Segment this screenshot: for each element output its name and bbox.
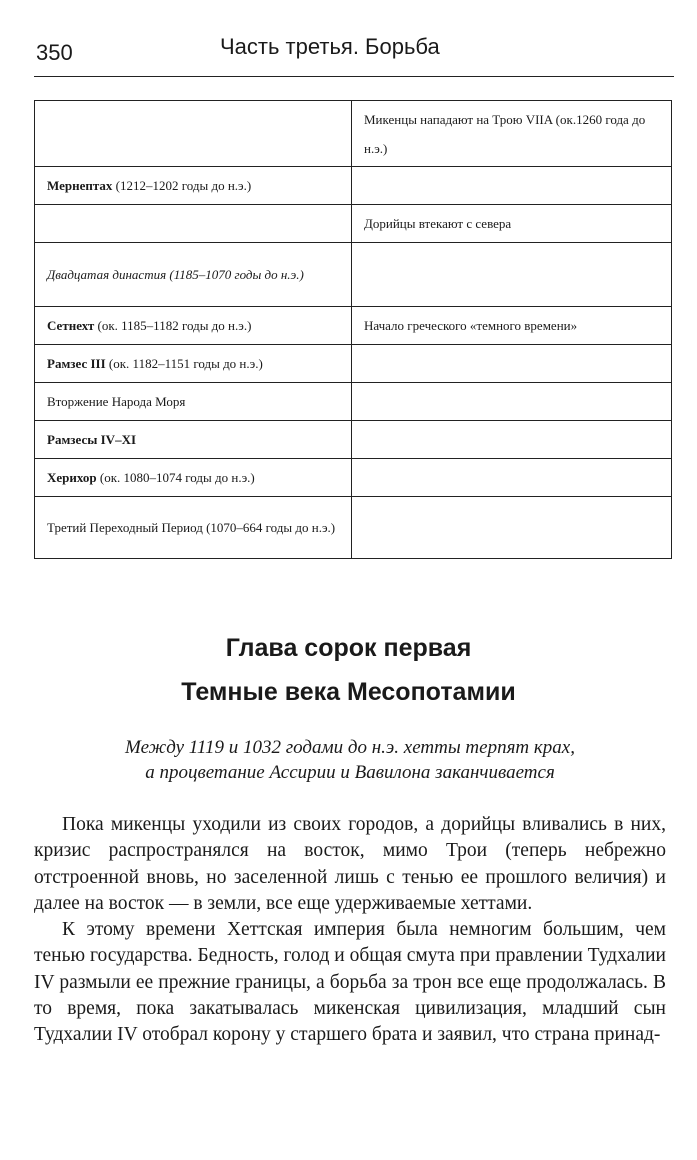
table-cell: Начало греческого «темного времени» [352, 307, 672, 345]
running-header [34, 30, 674, 77]
table-row [35, 205, 672, 243]
table-cell [352, 167, 672, 205]
chapter-number: Глава сорок первая [225, 634, 472, 662]
table-row [35, 459, 672, 497]
paragraph: К этому времени Хеттская империя была немногим большим, чем тенью государства. Бедность, голод и общая смута при правлении Тудхалии IV размыли ее прежние границы, а борьба за трон все еще продолжалась. В то время, пока закатывалась микенская цивилизация, младший сын Тудхалии IV отобрал корону у старшего брата и заявил, что страна принад- [34, 919, 666, 1046]
table-cell: Херихор (ок. 1080–1074 годы до н.э.) [35, 459, 352, 497]
table-row [35, 307, 672, 345]
table-cell: Сетнехт (ок. 1185–1182 годы до н.э.) [35, 307, 352, 345]
table-cell: Двадцатая династия (1185–1070 годы до н.э.) [35, 243, 352, 307]
ruler-name: Мернептах [47, 178, 116, 193]
table-cell [35, 205, 352, 243]
page-number: 350 [36, 40, 73, 65]
table-cell: Рамзес III (ок. 1182–1151 годы до н.э.) [35, 345, 352, 383]
table-row [35, 421, 672, 459]
paragraph: Пока микенцы уходили из своих городов, а дорийцы вливались в них, кризис распространялся на восток, мимо Трои (теперь небрежно отстроенной вновь, но заселенной лишь с тенью ее прошлого величия) и далее на восток — в земли, все еще удерживаемые хеттами. [34, 814, 666, 914]
epigraph-line: Между 1119 и 1032 годами до н.э. хетты терпят крах, [125, 737, 575, 758]
body-text [34, 812, 666, 1049]
ruler-name: Херихор [47, 470, 100, 485]
table-cell [352, 345, 672, 383]
chapter-title: Темные века Месопотамии [181, 678, 516, 706]
ruler-name: Сетнехт [47, 318, 98, 333]
table-cell: Мернептах (1212–1202 годы до н.э.) [35, 167, 352, 205]
table-cell: Рамзесы IV–XI [35, 421, 352, 459]
table-cell [35, 101, 352, 167]
table-cell [352, 383, 672, 421]
table-row [35, 167, 672, 205]
table-row [35, 345, 672, 383]
table-cell: Микенцы нападают на Трою VIIA (ок.1260 года до н.э.) [352, 101, 672, 167]
table-row [35, 497, 672, 559]
running-title: Часть третья. Борьба [220, 34, 440, 59]
table-cell [352, 243, 672, 307]
table-cell [352, 459, 672, 497]
table-cell: Вторжение Народа Моря [35, 383, 352, 421]
table-cell [352, 497, 672, 559]
table-cell [352, 421, 672, 459]
table-cell: Третий Переходный Период (1070–664 годы до н.э.) [35, 497, 352, 559]
table-row [35, 383, 672, 421]
table-row [35, 243, 672, 307]
table-cell: Дорийцы втекают с севера [352, 205, 672, 243]
chronology-table [34, 100, 672, 559]
epigraph-line: а процветание Ассирии и Вавилона заканчивается [145, 762, 555, 783]
ruler-name: Рамзес III [47, 356, 109, 371]
table-row [35, 101, 672, 167]
